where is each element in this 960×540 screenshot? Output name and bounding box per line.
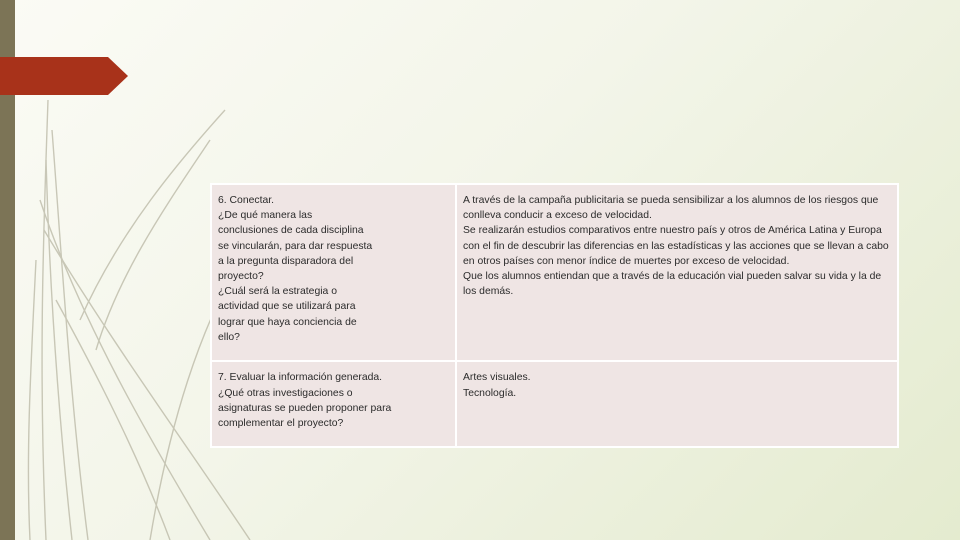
table-cell-step-7 [211, 361, 456, 447]
step-7-description-text: Artes visuales. Tecnología. [463, 372, 531, 399]
table-cell-step-6-description [456, 184, 898, 361]
step-7-text: 7. Evaluar la información generada. ¿Qué otras investigaciones o asignaturas se pueden proponer para complementar el proyecto? [218, 372, 392, 429]
step-6-description-text: A través de la campaña publicitaria se pueda sensibilizar a los alumnos de los riesgos que conlleva conducir a exceso de velocidad. Se realizarán estudios comparativos entre nuestro país y otros de América Latina y Europa con el fin de descubrir las diferencias en las estadísticas y las acciones que se llevan a cabo en otros países con menor índice de muertes por exceso de velocidad. Que los alumnos entiendan que a través de la educación vial pueden salvar su vida y la de los demás. [463, 195, 889, 298]
step-6-text: 6. Conectar. ¿De qué manera las conclusiones de cada disciplina se vincularán, para dar respuesta a la pregunta disparadora del proyecto? ¿Cuál será la estrategia o actividad que se utilizará para lograr que haya conciencia de ello? [218, 195, 373, 343]
accent-arrow-tab [0, 57, 128, 95]
table-cell-step-6 [211, 184, 456, 361]
content-table [210, 183, 899, 448]
table-row [211, 184, 898, 361]
table-cell-step-7-description [456, 361, 898, 447]
table-row [211, 361, 898, 447]
